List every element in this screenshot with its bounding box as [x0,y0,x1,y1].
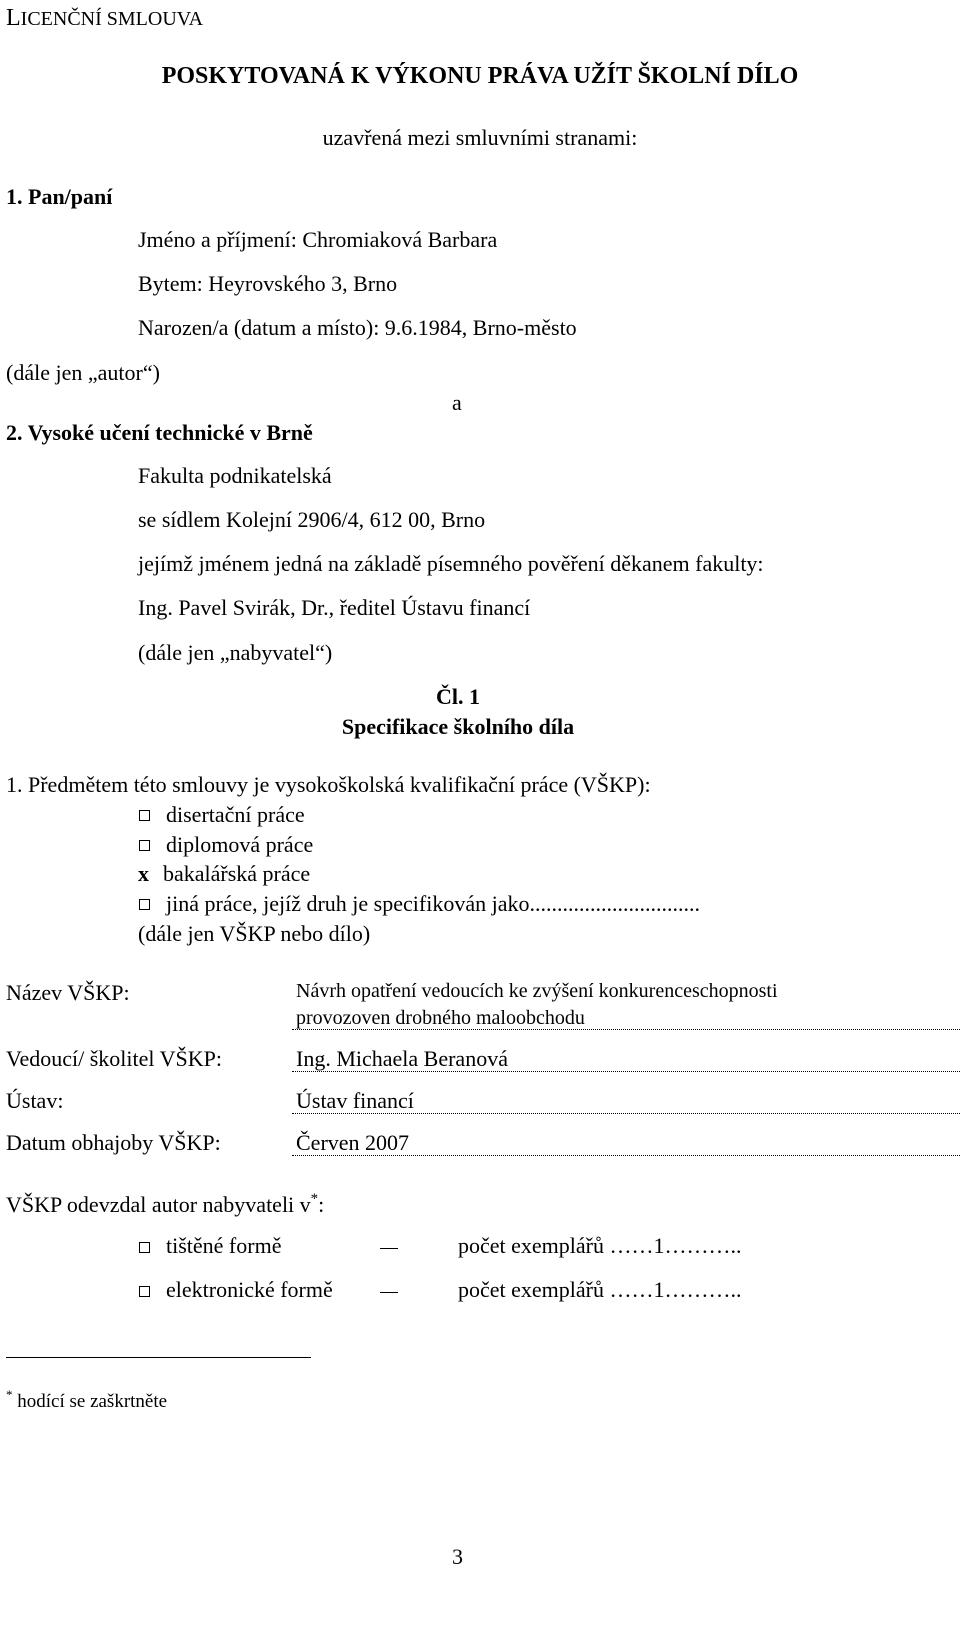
option-other: jiná práce, jejíž druh je specifikován jako............................... [166,891,700,916]
checkbox-diploma[interactable] [139,840,150,851]
supervisor-underline [292,1071,960,1072]
footnote-text: hodící se zaškrtněte [12,1391,168,1412]
article-title: Specifikace školního díla [341,714,575,739]
subject-intro: 1. Předmětem této smlouvy je vysokoškolská kvalifikační práce (VŠKP): [6,772,651,797]
checkbox-other[interactable] [139,899,150,910]
document-title-initial: L [6,5,21,31]
party1-birth: Narozen/a (datum a místo): 9.6.1984, Brno-město [138,315,577,340]
party2-person: Ing. Pavel Svirák, Dr., ředitel Ústavu financí [138,595,531,620]
option-bachelor: bakalářská práce [163,861,311,886]
footnote [6,1388,167,1411]
article-number: Čl. 1 [436,684,480,709]
supervisor-value: Ing. Michaela Beranová [296,1046,508,1071]
party2-heading: 2. Vysoké učení technické v Brně [6,420,313,445]
checkbox-bachelor-checked[interactable]: x [138,861,149,886]
party2-faculty: Fakulta podnikatelská [138,463,332,488]
party2-acting: jejímž jménem jedná na základě písemného pověření děkanem fakulty: [138,551,764,576]
option-diploma: diplomová práce [166,832,314,857]
defense-date-underline [292,1155,960,1156]
defense-date-value: Červen 2007 [296,1130,410,1155]
party1-name: Jméno a příjmení: Chromiaková Barbara [138,227,498,252]
handover-intro [6,1192,324,1216]
printed-form-count: počet exemplářů ……1……….. [458,1233,742,1258]
footnote-separator [6,1357,311,1358]
checkbox-printed[interactable] [139,1242,150,1253]
party2-alias: (dále jen „nabyvatel“) [138,640,333,665]
conjunction-and: a [452,390,462,415]
page-number: 3 [452,1544,463,1569]
institute-value: Ústav financí [296,1088,414,1113]
handover-footnote-mark: * [310,1191,319,1207]
institute-underline [292,1113,960,1114]
document-subtitle: POSKYTOVANÁ K VÝKONU PRÁVA UŽÍT ŠKOLNÍ DÍLO [161,63,799,89]
electronic-form-count: počet exemplářů ……1……….. [458,1277,742,1302]
printed-form-dash [380,1248,398,1249]
checkbox-electronic[interactable] [139,1286,150,1297]
defense-date-label: Datum obhajoby VŠKP: [6,1130,221,1155]
document-title-rest: ICENČNÍ SMLOUVA [20,8,204,30]
handover-intro-text: VŠKP odevzdal autor nabyvateli v [6,1192,311,1217]
supervisor-label: Vedoucí/ školitel VŠKP: [6,1046,222,1071]
thesis-title-underline [292,1029,960,1030]
institute-label: Ústav: [6,1088,64,1113]
party1-address: Bytem: Heyrovského 3, Brno [138,271,398,296]
footnote-mark: * [6,1387,13,1402]
electronic-form-dash [380,1292,398,1293]
thesis-title-label: Název VŠKP: [6,980,130,1005]
electronic-form-label: elektronické formě [166,1277,333,1302]
party2-seat: se sídlem Kolejní 2906/4, 612 00, Brno [138,507,486,532]
option-dissertation: disertační práce [166,802,305,827]
party1-alias: (dále jen „autor“) [6,360,160,385]
document-title [6,6,203,30]
party1-heading: 1. Pan/paní [6,184,113,209]
parties-intro: uzavřená mezi smluvními stranami: [322,125,638,150]
subject-alias: (dále jen VŠKP nebo dílo) [138,921,371,946]
thesis-title-value-line2: provozoven drobného maloobchodu [296,1007,585,1029]
thesis-title-value-line1: Návrh opatření vedoucích ke zvýšení konkurenceschopnosti [296,980,778,1002]
handover-intro-colon: : [318,1192,325,1217]
checkbox-dissertation[interactable] [139,810,150,821]
printed-form-label: tištěné formě [166,1233,282,1258]
